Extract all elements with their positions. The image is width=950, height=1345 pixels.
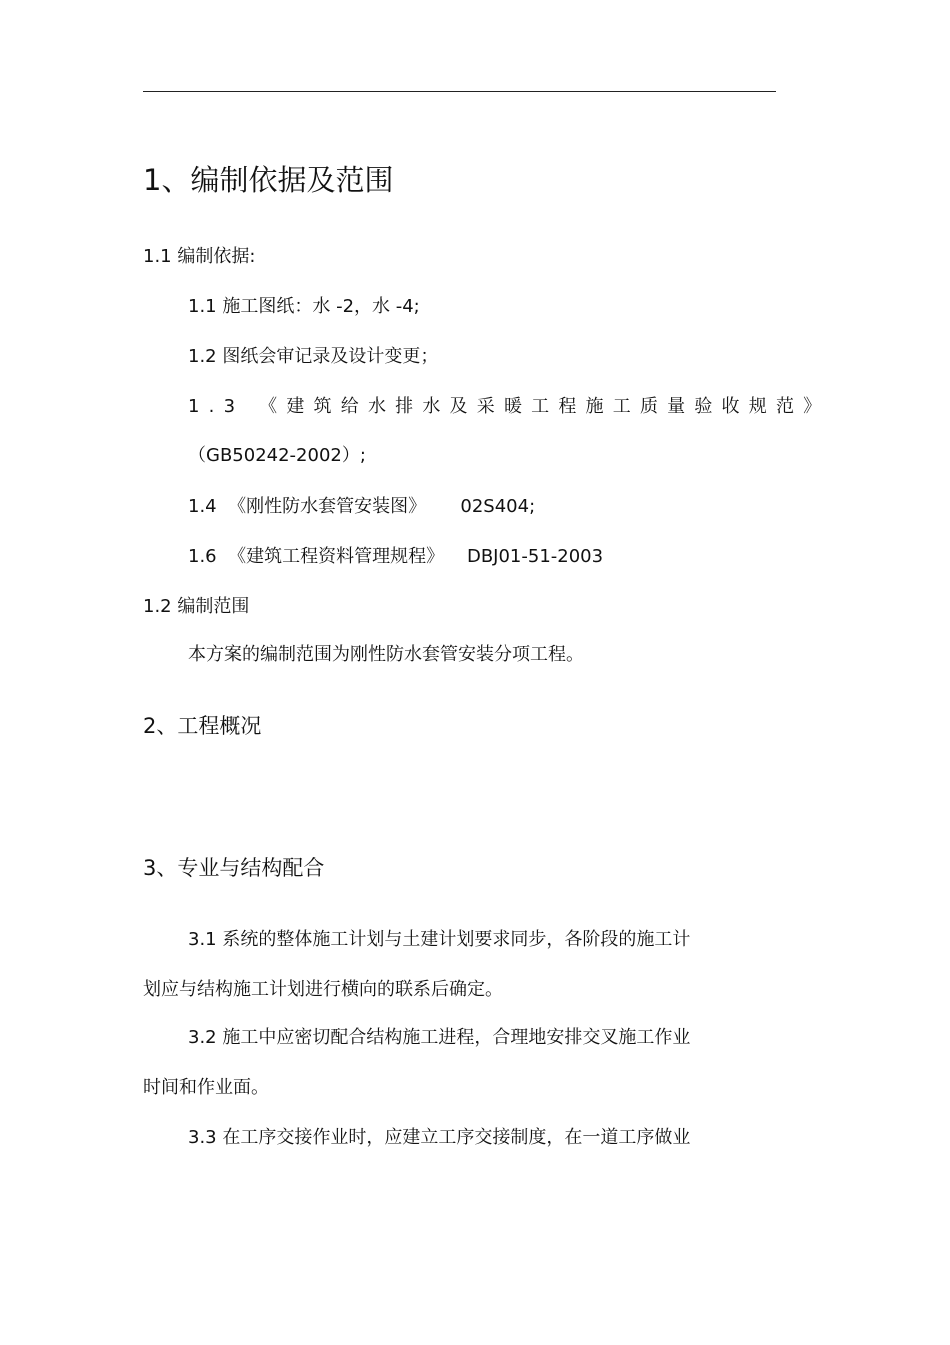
section-3-title: 3、专业与结构配合: [143, 856, 325, 880]
header-rule: [143, 91, 776, 92]
scope-body: 本方案的编制范围为刚性防水套管安装分项工程。: [188, 644, 584, 665]
basis-item-1-1: 1.1 施工图纸：水 -2，水 -4;: [188, 296, 420, 317]
basis-item-1-3-code: （GB50242-2002）;: [188, 445, 366, 466]
section-2-title: 2、工程概况: [143, 714, 262, 738]
section-1-title: 1、编制依据及范围: [143, 163, 394, 197]
basis-item-1-2: 1.2 图纸会审记录及设计变更；: [188, 346, 439, 367]
section-1-1-heading: 1.1 编制依据:: [143, 246, 256, 267]
basis-item-1-4: 1.4 《刚性防水套管安装图》 02S404;: [188, 496, 536, 517]
coord-line-3-1b: 划应与结构施工计划进行横向的联系后确定。: [143, 979, 503, 1000]
basis-item-1-3: 1.3 《建筑给水排水及采暖工程施工质量验收规范》: [188, 396, 831, 417]
coord-line-3-3a: 3.3 在工序交接作业时，应建立工序交接制度，在一道工序做业: [188, 1127, 691, 1148]
coord-line-3-1a: 3.1 系统的整体施工计划与土建计划要求同步，各阶段的施工计: [188, 929, 691, 950]
section-1-2-heading: 1.2 编制范围: [143, 596, 250, 617]
coord-line-3-2b: 时间和作业面。: [143, 1077, 269, 1098]
coord-line-3-2a: 3.2 施工中应密切配合结构施工进程，合理地安排交叉施工作业: [188, 1027, 691, 1048]
basis-item-1-6: 1.6 《建筑工程资料管理规程》 DBJ01-51-2003: [188, 546, 604, 567]
